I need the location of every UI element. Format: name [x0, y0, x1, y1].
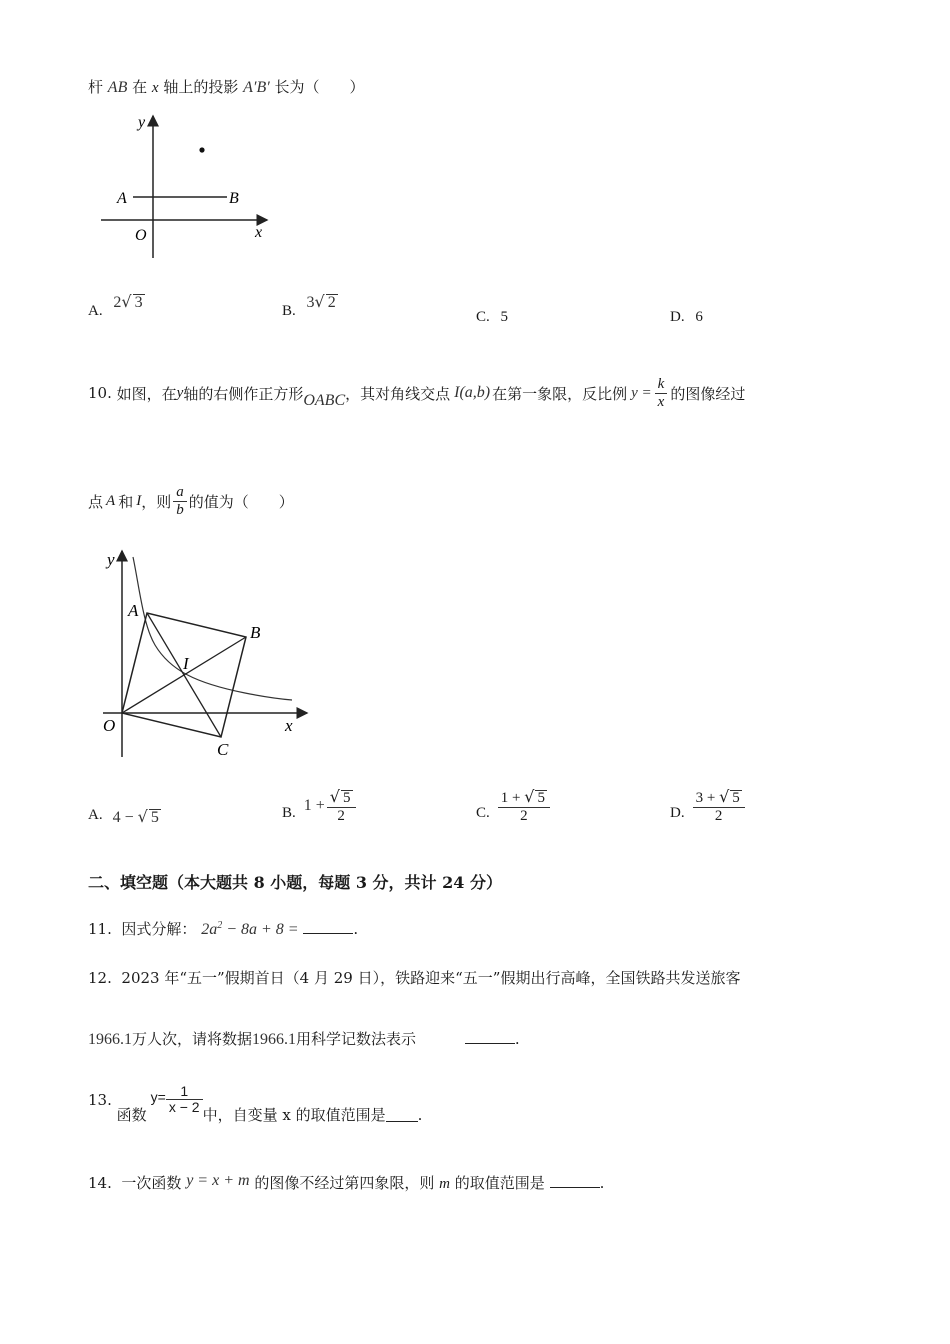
q10-square-name: OABC [303, 392, 346, 409]
fraction-denominator: b [176, 501, 184, 518]
fraction-denominator: 2 [714, 807, 723, 824]
q11-text: 因式分解： [121, 920, 197, 938]
fraction-numerator: k [655, 376, 668, 394]
option-value: 6 [695, 309, 703, 325]
option-label: C. [476, 804, 490, 821]
q9-stem [88, 76, 365, 97]
radical-sign: √ [719, 787, 730, 806]
q9-light-point [199, 147, 204, 152]
q12-text: 用科学记数法表示 [296, 1030, 417, 1048]
q10-option-c[interactable] [476, 788, 550, 824]
option-expression: 1 + [303, 797, 325, 815]
q12-number-value: 1966.1 [88, 1031, 132, 1048]
q10-point-i-ref: I [136, 492, 142, 509]
radical-sign: √ [524, 787, 535, 806]
q9-y-label: y [138, 114, 146, 131]
answer-blank[interactable] [465, 1029, 515, 1044]
radical-sign: √ [137, 807, 148, 826]
answer-blank[interactable] [550, 1173, 600, 1188]
radical-sign: √ [121, 292, 132, 311]
q10-coords: (a,b) [459, 384, 491, 401]
q9-x-var: x [151, 80, 159, 96]
q10-text: 的值为（ ） [188, 492, 294, 511]
question-number: 12. [88, 969, 112, 987]
q9-point-b-label: B [229, 190, 239, 207]
q14-text: 一次函数 [121, 1174, 182, 1192]
radicand: 2 [327, 294, 336, 311]
q11-expression: − 8a + 8 = [222, 921, 299, 938]
q10-stem-line2 [88, 478, 294, 524]
option-fraction [327, 788, 356, 824]
q13-fraction [166, 1084, 203, 1116]
q14-period: . [599, 1174, 605, 1192]
fraction-denominator: x − 2 [168, 1099, 200, 1115]
radical-sign: √ [314, 292, 325, 311]
radical-sign: √ [329, 787, 340, 806]
question-number: 13. [88, 1090, 112, 1109]
q10-y-var: y [176, 384, 184, 401]
q14-expression: y = x + m [186, 1172, 250, 1189]
q9-option-c[interactable] [476, 307, 508, 326]
q9-segment-proj: A′B′ [243, 79, 270, 96]
option-label: C. [476, 309, 490, 325]
q10-diagonal-ac [147, 613, 221, 737]
q9-x-label: x [255, 224, 263, 241]
option-fraction [498, 788, 550, 824]
q9-option-a[interactable] [88, 292, 145, 320]
q10-ratio-fraction [173, 484, 187, 518]
q14-var-m: m [439, 1176, 450, 1192]
q10-text: ，其对角线交点 [345, 384, 451, 403]
option-label: B. [282, 303, 296, 319]
q10-point-a-label: A [128, 601, 139, 620]
q9-point-a-label: A [117, 190, 127, 207]
q10-func-fraction [655, 376, 668, 410]
option-label: A. [88, 303, 103, 319]
q12-text: 万人次，请将数据 [132, 1030, 253, 1048]
q10-point-b-label: B [250, 623, 261, 642]
fraction-denominator: x [657, 393, 665, 410]
question-number: 10. [88, 384, 112, 402]
q14 [88, 1172, 604, 1193]
radicand: 5 [343, 790, 351, 806]
q13-text: 中，自变量 x 的取值范围是 [202, 1106, 386, 1124]
q10-func-lhs: y = [631, 384, 652, 401]
q9-segment-ab: AB [107, 79, 128, 96]
q10-point-a: A [106, 492, 116, 509]
q10-x-label: x [285, 716, 293, 735]
section-heading: 二、填空题（本大题共 8 小题，每题 3 分，共计 24 分） [88, 873, 502, 892]
q11-period: . [353, 920, 359, 938]
radicand: 5 [732, 790, 740, 806]
q10-text: 的图像经过 [670, 384, 746, 403]
q9-text: 轴上的投影 [163, 78, 239, 96]
option-label: A. [88, 806, 103, 823]
q12-number-value: 1966.1 [252, 1031, 297, 1048]
q10-point-i: I [454, 384, 460, 401]
q13 [88, 1074, 422, 1125]
question-number: 11. [88, 920, 112, 938]
q14-text: 的图像不经过第四象限，则 [254, 1174, 435, 1192]
option-expression: 3 + [695, 790, 716, 806]
q10-origin-label: O [103, 716, 116, 735]
q10-option-d[interactable] [670, 788, 745, 824]
question-number: 14. [88, 1174, 112, 1192]
q10-y-label: y [107, 550, 115, 569]
fraction-denominator: 2 [337, 807, 345, 824]
q10-text: ，则 [141, 492, 172, 511]
option-label: B. [282, 804, 296, 821]
q10-option-a[interactable] [88, 805, 161, 825]
option-label: D. [670, 804, 685, 821]
q9-text: 长为（ ） [274, 78, 365, 96]
fraction-denominator: 2 [520, 807, 528, 824]
q9-text: 在 [132, 78, 148, 96]
coefficient: 3 [306, 294, 315, 311]
q13-period: . [417, 1105, 423, 1124]
q10-text: 和 [118, 492, 134, 511]
coefficient: 2 [113, 294, 122, 311]
answer-blank[interactable] [386, 1107, 418, 1122]
q12-text: 2023 年“五一”假期首日（4 月 29 日），铁路迎来“五一”假期出行高峰，全国铁路共发送旅客 [121, 969, 741, 987]
q11-exponent: 2 [217, 920, 223, 931]
q10-text: 点 [88, 492, 104, 511]
q10-text: 轴的右侧作正方形 [183, 384, 304, 403]
q11-expression: 2a [201, 921, 218, 938]
q13-func-lhs: y= [150, 1088, 166, 1105]
q9-option-b[interactable] [282, 292, 338, 320]
q9-figure [95, 110, 275, 260]
q10-text: 在第一象限，反比例 [492, 384, 628, 403]
radicand: 5 [537, 790, 545, 806]
answer-blank[interactable] [303, 919, 353, 934]
q10-point-c-label: C [217, 740, 229, 759]
q10-figure [95, 545, 310, 760]
q14-text: 的取值范围是 [454, 1174, 545, 1192]
q10-text: 如图，在 [116, 384, 177, 403]
option-expression: 4 − [112, 809, 134, 826]
q10-stem-line1 [88, 368, 745, 418]
q9-text: 杆 [88, 78, 104, 96]
q12-period: . [514, 1030, 520, 1048]
q10-option-b[interactable] [282, 788, 356, 824]
fraction-numerator: a [173, 484, 187, 502]
q12-line2 [88, 1028, 520, 1049]
q10-point-i-label: I [183, 654, 189, 673]
radicand: 5 [150, 809, 159, 826]
fraction-numerator: 1 [166, 1084, 203, 1100]
q9-option-d[interactable] [670, 307, 703, 326]
option-label: D. [670, 309, 685, 325]
q13-text: 函数 [116, 1106, 147, 1124]
q11 [88, 918, 358, 939]
option-value: 5 [500, 309, 509, 325]
option-fraction [693, 788, 745, 824]
radicand: 3 [134, 294, 143, 311]
q9-origin-label: O [135, 227, 147, 244]
q12-line1 [88, 967, 740, 988]
option-expression: 1 + [500, 790, 521, 806]
